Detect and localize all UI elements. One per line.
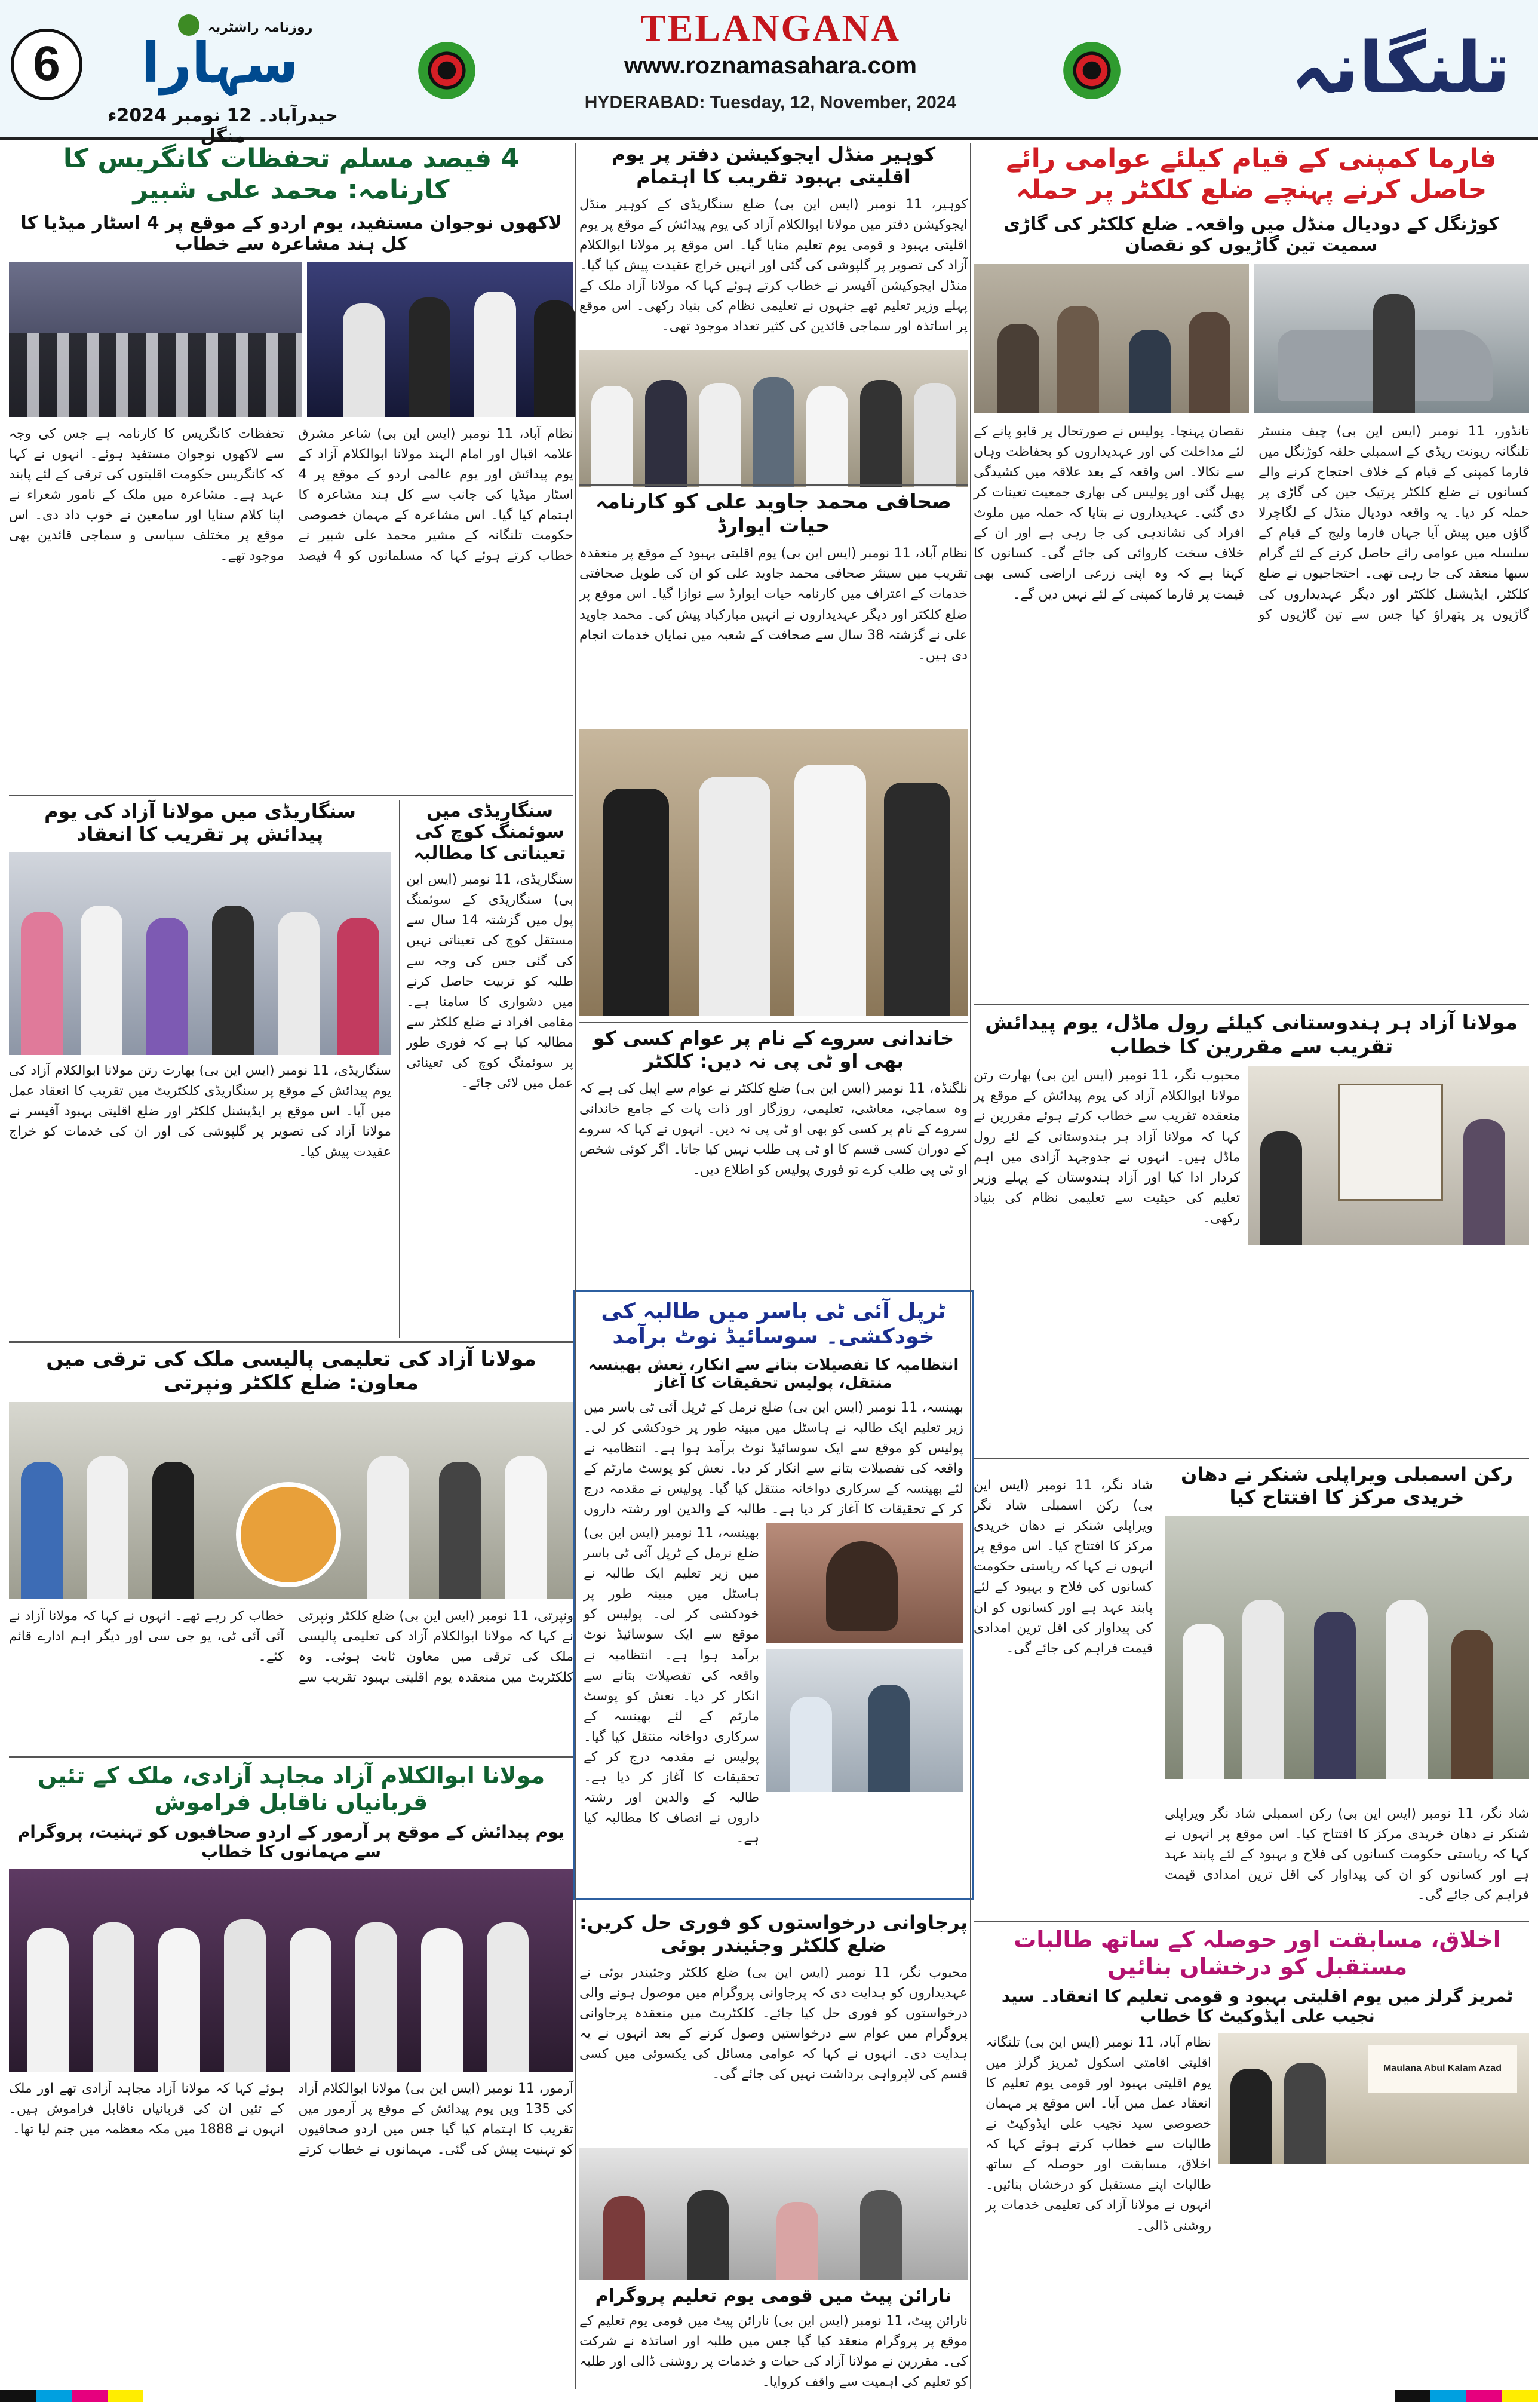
headline: ٹرپل آئی ٹی باسر میں طالبہ کی خودکشی۔ سوسائیڈ نوٹ برآمد [601, 1299, 946, 1349]
audience-photo [9, 262, 302, 417]
body: محبوب نگر، 11 نومبر (ایس این بی) بھارت رتن مولانا ابوالکلام آزاد کی یوم پیدائش کے موقع پر منعقدہ تقریب سے خطاب کرتے ہوئے مقررین نے کہا کہ مولانا آزاد ہر ہندوستانی کے لئے رول ماڈل ہیں۔ انہوں نے جدوجہد آزادی میں اہم کردار ادا کیا اور آزاد ہندوستان کے پہلے وزیر تعلیم کی حیثیت سے تعلیمی نظام کی بنیاد رکھی۔ [974, 1068, 1241, 1226]
story-s10 [974, 1011, 1529, 1453]
headline: فارما کمپنی کے قیام کیلئے عوامی رائے حاصل کرنے پہنچے ضلع کلکٹر پر حملہ [1006, 143, 1497, 205]
prajavani-photo [579, 2148, 968, 2280]
emblem-right-icon [1063, 42, 1121, 99]
paper-name: سہارا [141, 31, 299, 95]
registration-cyan-right [1430, 2390, 1466, 2402]
story-s14 [986, 1927, 1529, 2381]
portrait-frame [1338, 1084, 1443, 1201]
subhead: یوم پیدائش کے موقع پر آرمور کے اردو صحافیوں کو تہنیت، پروگرام سے مہمانوں کا خطاب [17, 1821, 565, 1861]
wanaparthy-photo [9, 1402, 573, 1599]
headline: نارائن پیٹ میں قومی یوم تعلیم پروگرام [595, 2285, 952, 2306]
registration-yellow-right [1502, 2390, 1538, 2402]
body: تانڈور، 11 نومبر (ایس این بی) چیف منسٹر تلنگانہ ریونت ریڈی کے اسمبلی حلقہ کوڑنگل میں فارما کمپنی کے قیام کے خلاف احتجاج کرنے والے کسانوں نے ضلع کلکٹر پرتیک جین کی گاڑی پر حملہ کر دیا۔ یہ واقعہ دودیال منڈل کے لگاچرلا گاؤں میں پیش آیا جہاں فارما ولیج کے قیام کے سلسلہ میں عوامی رائے حاصل کرنے کے لئے گرام سبھا منعقد کی جا رہی تھی۔ احتجاجیوں نے ضلع کلکٹر، ایڈیشنل کلکٹر اور دیگر عہدیداروں کی گاڑیوں پر پتھراؤ کیا جس سے تین گاڑیوں کو نقصان پہنچا۔ پولیس نے صورتحال پر قابو پانے کے لئے مداخلت کی اور عہدیداروں کو بحفاظت وہاں سے نکالا۔ اس واقعہ کے بعد علاقہ میں کشیدگی پھیل گئی اور پولیس کی بھاری جمعیت تعینات کر دی گئی۔ عہدیداروں نے بتایا کہ حملہ میں ملوث افراد کی نشاندہی کی جا رہی ہے اور ان کے خلاف سخت کاروائی کی جائے گی۔ کسانوں کا کہنا ہے کہ وہ اپنی زرعی اراضی کسی بھی قیمت پر فارما کمپنی کے لئے نہیں دیں گے۔ [974, 424, 1529, 622]
paper-tagline: روزنامہ راشٹریہ [208, 20, 313, 35]
photo-row [974, 264, 1529, 413]
event-photo [1248, 1066, 1529, 1245]
story-s13 [579, 1911, 968, 2390]
body: نظام آباد، 11 نومبر (ایس این بی) شاعر مشرق علامہ اقبال اور امام الہند مولانا ابوالکلام آزاد کے یوم پیدائش اور یوم عالمی اردو کے موقع پر 4 اسٹار میڈیا کی جانب سے کل ہند مشاعرہ کا اہتمام کیا گیا۔ اس مشاعرہ کے مہمان خصوصی حکومت تلنگانہ کے مشیر محمد علی شبیر نے خطاب کرتے ہوئے کہا کہ مسلمانوں کو 4 فیصد تحفظات کانگریس کا کارنامہ ہے جس کی وجہ سے لاکھوں نوجوان مستفید ہوئے۔ انہوں نے کہا کہ کانگریس حکومت اقلیتوں کی ترقی کے لئے پابند عہد ہے۔ مشاعرہ میں ملک کے نامور شعراء نے اپنا کلام سنایا اور سامعین نے خوب داد دی۔ اس موقع پر مختلف سیاسی و سماجی قائدین بھی موجود تھے۔ [9, 426, 573, 564]
page-number: 6 [11, 29, 82, 100]
body-cont: بھینسہ، 11 نومبر (ایس این بی) ضلع نرمل کے ٹرپل آئی ٹی باسر میں زیر تعلیم ایک طالبہ نے ہاسٹل میں مبینہ طور پر خودکشی کر لی۔ پولیس کو موقع سے ایک سوسائیڈ نوٹ برآمد ہوا ہے۔ انتظامیہ نے واقعہ کی تفصیلات بتانے سے انکار کر دیا۔ نعش کو پوسٹ مارٹم کے لئے بھینسہ کے سرکاری دواخانہ منتقل کیا گیا۔ پولیس نے مقدمہ درج کر کے تحقیقات کا آغاز کر دیا ہے۔ طالبہ کے والدین اور رشتہ داروں نے انصاف کا مطالبہ کیا ہے۔ [584, 1525, 760, 1846]
body: نظام آباد، 11 نومبر (ایس این بی) تلنگانہ اقلیتی اقامتی اسکول ٹمریز گرلز میں یوم اقلیتی بہبود اور قومی یوم تعلیم کا انعقاد عمل میں آیا۔ اس موقع پر مہمان خصوصی سید نجیب علی ایڈوکیٹ نے طالبات سے خطاب کرتے ہوئے کہا کہ اخلاق، مسابقت اور حوصلہ کے ساتھ طالبات اپنے مستقبل کو درخشاں بنائیں۔ انہوں نے مولانا آزاد کی تعلیمی خدمات پر روشنی ڈالی۔ [986, 2035, 1211, 2234]
story-s5 [579, 1027, 968, 1290]
award-photo [579, 729, 968, 1016]
headline: رکن اسمبلی ویراپلی شنکر نے دھان خریدی مرکز کا افتتاح کیا [1181, 1463, 1513, 1508]
story-s6 [406, 800, 573, 1338]
body: کوہیر، 11 نومبر (ایس این بی) ضلع سنگاریڈی کے کوہیر منڈل ایجوکیشن دفتر میں مولانا ابوالکلام آزاد کی یوم پیدائش کے موقع پر یوم اقلیتی بہبود و قومی یوم تعلیم منایا گیا۔ اس موقع پر مولانا ابوالکلام آزاد کی تصویر پر گلپوشی کی گئی اور انہیں خراج عقیدت پیش کیا گیا۔ منڈل ایجوکیشن آفیسر نے خطاب کرتے ہوئے کہا کہ مولانا آزاد ملک کے پہلے وزیر تعلیم تھے جنہوں نے تعلیمی نظام کی بنیاد رکھی۔ اس موقع پر اساتذہ اور سماجی قائدین کی کثیر تعداد موجود تھی۔ [579, 197, 968, 335]
headline: صحافی محمد جاوید علی کو کارنامہ حیات ایوارڈ [595, 490, 951, 538]
story-s12 [9, 1762, 573, 2384]
story-s11-body: شاد نگر، 11 نومبر (ایس این بی) رکن اسمبلی شاد نگر ویراپلی شنکر نے دھان خریدی مرکز کا افتتاح کیا۔ اس موقع پر انہوں نے کہا کہ ریاستی حکومت کسانوں کی فلاح و بہبود کے لئے پابند عہد ہے اور کسانوں کو ان کی پیداوار کی اقل ترین امدادی قیمت فراہم کی جائے گی۔ [974, 1478, 1153, 1656]
story-s11-body-cont: شاد نگر، 11 نومبر (ایس این بی) رکن اسمبلی شاد نگر ویراپلی شنکر نے دھان خریدی مرکز کا افتتاح کیا۔ اس موقع پر انہوں نے کہا کہ ریاستی حکومت کسانوں کی فلاح و بہبود کے لئے پابند عہد ہے اور کسانوں کو ان کی پیداوار کی اقل ترین امدادی قیمت فراہم کی جائے گی۔ [1165, 1806, 1529, 1903]
registration-magenta [72, 2390, 108, 2402]
paper-logo [94, 20, 345, 98]
group-photo [579, 350, 968, 487]
story-s2 [579, 143, 968, 478]
section-title-urdu: تلنگانہ [1291, 26, 1511, 109]
paddy-centre-photo [1165, 1516, 1529, 1779]
website-url[interactable]: www.roznamasahara.com [624, 53, 917, 79]
dateline: HYDERABAD: Tuesday, 12, November, 2024 [584, 93, 957, 112]
headline: اخلاق، مسابقت اور حوصلہ کے ساتھ طالبات مستقبل کو درخشاں بنائیں [1014, 1927, 1501, 1980]
registration-cyan [36, 2390, 72, 2402]
story-s9-box [573, 1290, 974, 1900]
body: نارائن پیٹ، 11 نومبر (ایس این بی) نارائن پیٹ میں قومی یوم تعلیم کے موقع پر پروگرام منعقد کیا گیا جس میں طلبہ اور اساتذہ نے شرکت کی۔ مقررین نے مولانا آزاد کی حیات و خدمات پر روشنی ڈالی اور طلبہ کو تعلیم کی اہمیت سے واقف کروایا۔ [579, 2313, 968, 2390]
headline: خاندانی سروے کے نام پر عوام کسی کو بھی او ٹی پی نہ دیں: کلکٹر [593, 1027, 954, 1072]
headline: مولانا آزاد کی تعلیمی پالیسی ملک کی ترقی میں معاون: ضلع کلکٹر ونپرتی [46, 1347, 536, 1395]
body: سنگاریڈی، 11 نومبر (ایس این بی) سنگاریڈی کے سوئمنگ پول میں گزشتہ 14 سال سے مستقل کوچ کی تعیناتی نہیں کی گئی جس کی وجہ سے طلبہ کو تربیت حاصل کرنے میں دشواری کا سامنا ہے۔ مقامی افراد نے ضلع کلکٹر سے مطالبہ کیا ہے کہ فوری طور پر سوئمنگ کوچ کی تعیناتی عمل میں لائی جائے۔ [406, 872, 573, 1091]
subhead: ٹمریز گرلز میں یوم اقلیتی بہبود و قومی تعلیم کا انعقاد۔ سید نجیب علی ایڈوکیٹ کا خطاب [1001, 1986, 1514, 2026]
registration-yellow [108, 2390, 143, 2402]
stage-banner: Maulana Abul Kalam Azad [1368, 2045, 1517, 2093]
headline: کوہیر منڈل ایجوکیشن دفتر پر یوم اقلیتی بہبود تقریب کا اہتمام [611, 143, 936, 188]
headline: سنگاریڈی میں سوئمنگ کوچ کی تعیناتی کا مطالبہ [413, 800, 566, 864]
subhead: انتظامیہ کا تفصیلات بتانے سے انکار، نعش بھینسہ منتقل، پولیس تحقیقات کا آغاز [588, 1355, 959, 1392]
hospital-photo [766, 1649, 963, 1792]
armoor-felicitation-photo [9, 1869, 573, 2072]
school-event-photo [1218, 2033, 1529, 2164]
damaged-car-photo [1254, 264, 1529, 413]
emblem-left-icon [418, 42, 475, 99]
body: بھینسہ، 11 نومبر (ایس این بی) ضلع نرمل کے ٹرپل آئی ٹی باسر میں زیر تعلیم ایک طالبہ نے ہاسٹل میں مبینہ طور پر خودکشی کر لی۔ پولیس کو موقع سے ایک سوسائیڈ نوٹ برآمد ہوا ہے۔ انتظامیہ نے واقعہ کی تفصیلات بتانے سے انکار کر دیا۔ نعش کو پوسٹ مارٹم کے لئے بھینسہ کے سرکاری دواخانہ منتقل کیا گیا۔ پولیس نے مقدمہ درج کر کے تحقیقات کا آغاز کر دیا ہے۔ طالبہ کے والدین اور رشتہ داروں [584, 1400, 964, 1517]
subhead: لاکھوں نوجوان مستفید، یوم اردو کے موقع پر 4 اسٹار میڈیا کا کل ہند مشاعرہ سے خطاب [20, 212, 562, 254]
story-s7 [9, 800, 391, 1338]
body: محبوب نگر، 11 نومبر (ایس این بی) ضلع کلکٹر وجئیندر بوئی نے عہدیداروں کو ہدایت دی کہ پرجاوانی پروگرام میں موصول ہونے والی درخواستوں کو فوری حل کیا جائے۔ کلکٹریٹ میں منعقدہ پرجاوانی پروگرام میں عوام سے درخواستیں وصول کرنے کے بعد انہوں نے یہ ہدایت دی۔ انہوں نے کہا کہ عوامی مسائل کی یکسوئی میں کسی قسم کی لاپرواہی برداشت نہیں کی جائے گی۔ [579, 1965, 968, 2082]
student-photo [766, 1523, 963, 1643]
body: آرمور، 11 نومبر (ایس این بی) مولانا ابوالکلام آزاد کی 135 ویں یوم پیدائش کے موقع پر آرمور میں تقریب کا اہتمام کیا گیا جس میں اردو صحافیوں کو تہنیت پیش کی گئی۔ مہمانوں نے خطاب کرتے ہوئے کہا کہ مولانا آزاد مجاہد آزادی تھے اور ملک کے تئیں ان کی قربانیاں ناقابل فراموش ہیں۔ انہوں نے 1888 میں مکہ معظمہ میں جنم لیا تھا۔ [9, 2081, 573, 2157]
headline: مولانا آزاد ہر ہندوستانی کیلئے رول ماڈل، یوم پیدائش تقریب سے مقررین کا خطاب [985, 1011, 1518, 1059]
body: نلگنڈہ، 11 نومبر (ایس این بی) ضلع کلکٹر نے عوام سے اپیل کی ہے کہ وہ سماجی، معاشی، تعلیمی، روزگار اور ذات پات کے جامع خاندانی سروے کے نام پر کسی کو بھی او ٹی پی نہ دیں۔ انہوں نے کہا کہ سروے کے دوران کسی قسم کا او ٹی پی طلب نہیں کیا جاتا۔ اگر کوئی شخص او ٹی پی طلب کرے تو فوری پولیس کو اطلاع دیں۔ [579, 1081, 968, 1177]
stage-photo [307, 262, 573, 417]
story-s15 [579, 2286, 968, 2407]
urdu-date: حیدرآباد۔ 12 نومبر 2024ء منگل [108, 105, 338, 147]
collectorate-photo [9, 852, 391, 1055]
headline: مولانا ابوالکلام آزاد مجاہد آزادی، ملک کے تئیں قربانیاں ناقابل فراموش [37, 1762, 545, 1815]
garlanded-portrait [236, 1482, 341, 1587]
body: ونپرتی، 11 نومبر (ایس این بی) ضلع کلکٹر ونپرتی نے کہا کہ مولانا ابوالکلام آزاد کی تعلیمی پالیسی ملک کی ترقی میں معاون ثابت ہوئی۔ وہ کلکٹریٹ میں منعقدہ یوم اقلیتی بہبود تقریب سے خطاب کر رہے تھے۔ انہوں نے کہا کہ مولانا آزاد نے آئی آئی ٹی، یو جی سی اور دیگر اہم ادارے قائم کئے۔ [9, 1609, 574, 1685]
subhead: کوڑنگل کے دودیال منڈل میں واقعہ۔ ضلع کلکٹر کی گاڑی سمیت تین گاڑیوں کو نقصان [1003, 213, 1499, 256]
headline: سنگاریڈی میں مولانا آزاد کی یوم پیدائش پر تقریب کا انعقاد [44, 800, 356, 845]
masthead-center [514, 6, 1027, 131]
story-s11 [1165, 1464, 1529, 1798]
headline: پرجاوانی درخواستوں کو فوری حل کریں: ضلع کلکٹر وجئیندر بوئی [579, 1911, 968, 1956]
headline: 4 فیصد مسلم تحفظات کانگریس کا کارنامہ: محمد علی شبیر [63, 143, 520, 205]
story-s1 [974, 143, 1529, 1004]
registration-black-right [1395, 2390, 1430, 2402]
photo-row [9, 262, 573, 417]
story-s3 [9, 143, 573, 789]
registration-magenta-right [1466, 2390, 1502, 2402]
story-s4 [579, 490, 968, 1016]
protest-photo-left [974, 264, 1249, 413]
registration-black [0, 2390, 36, 2402]
story-s8 [9, 1347, 573, 1753]
section-title-english: TELANGANA [640, 7, 901, 49]
masthead-left [11, 17, 345, 147]
body: نظام آباد، 11 نومبر (ایس این بی) یوم اقلیتی بہبود کے موقع پر منعقدہ تقریب میں سینئر صحافی محمد جاوید علی کو ان کی طویل صحافتی خدمات کے اعتراف میں کارنامہ حیات ایوارڈ سے نوازا گیا۔ اس موقع پر ضلع کلکٹر اور دیگر عہدیداروں نے انہیں مبارکباد پیش کی۔ محمد جاوید علی نے گزشتہ 38 سال سے صحافت کے شعبہ میں نمایاں خدمات انجام دی ہیں۔ [579, 546, 968, 663]
body: سنگاریڈی، 11 نومبر (ایس این بی) بھارت رتن مولانا ابوالکلام آزاد کی یوم پیدائش کے موقع پر سنگاریڈی کلکٹریٹ میں تقریب کا انعقاد عمل میں آیا۔ اس موقع پر ایڈیشنل کلکٹر اور ضلع اقلیتی بہبود آفیسر نے مولانا آزاد کی تصویر پر گلپوشی کی اور ان کی خدمات کو خراج عقیدت پیش کیا۔ [9, 1063, 391, 1159]
masthead [0, 0, 1538, 147]
